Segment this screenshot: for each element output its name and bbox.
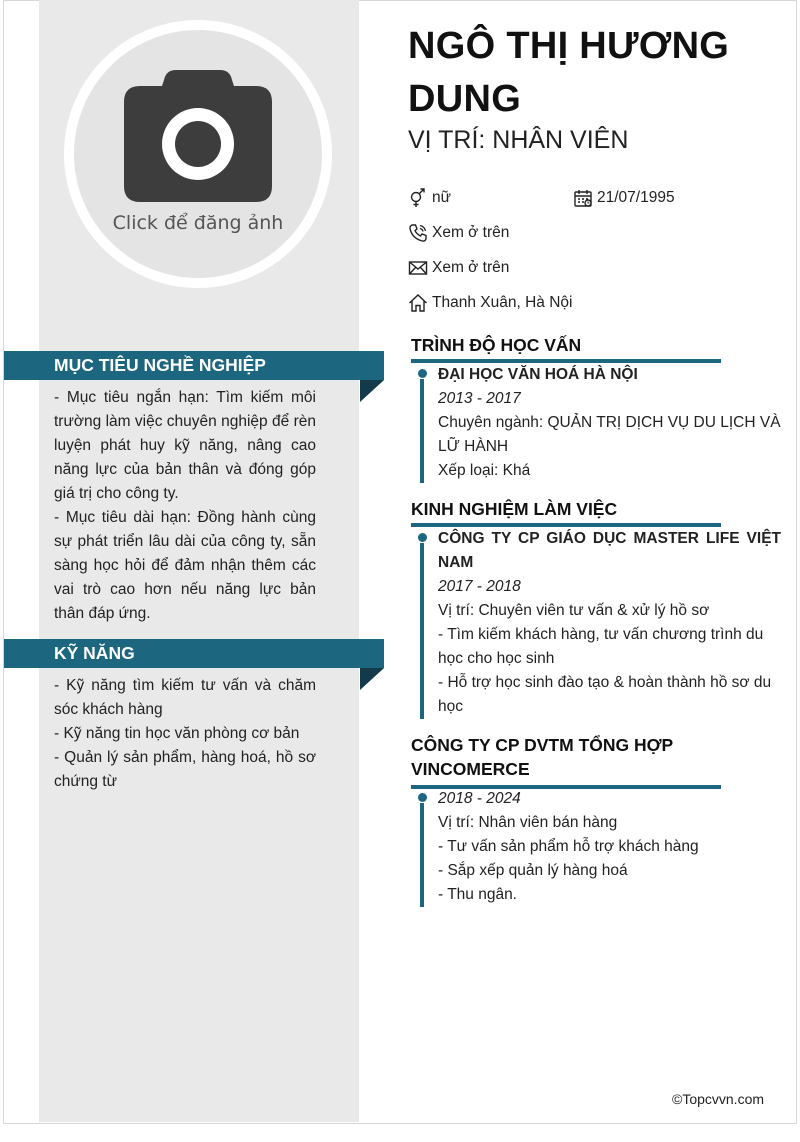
avatar-upload[interactable] [64,20,332,288]
job-task: - Sắp xếp quản lý hàng hoá [438,862,628,879]
timeline-line [420,379,424,483]
skill-item: - Kỹ năng tìm kiếm tư vấn và chăm sóc khách hàng [54,677,316,718]
objective-ribbon-fold [360,380,384,402]
education-heading: TRÌNH ĐỘ HỌC VẤN [411,333,721,363]
job-role: Vị trí: Chuyên viên tư vấn & xử lý hồ sơ [438,602,710,619]
job-task: - Tìm kiếm khách hàng, tư vấn chương trình du học cho học sinh [438,626,764,667]
copyright-footer: ©Topcvvn.com [672,1091,765,1107]
objective-short-term: - Mục tiêu ngắn hạn: Tìm kiếm môi trường làm việc chuyên nghiệp để rèn luyện phát huy kỹ năng, nâng cao năng lực của bản thân và đóng góp giá trị cho công ty. [54,389,316,502]
phone-value: Xem ở trên [432,224,510,241]
education-major: Chuyên ngành: QUẢN TRỊ DỊCH VỤ DU LỊCH VÀ LỮ HÀNH [438,414,781,455]
gender-value: nữ [432,189,451,206]
skills-heading: KỸ NĂNG [4,639,384,668]
timeline-line [420,543,424,719]
skills-text [54,674,316,794]
address-info [408,293,572,313]
email-info [408,258,509,278]
objective-text [54,386,316,626]
company-name: CÔNG TY CP GIÁO DỤC MASTER LIFE VIỆT NAM [438,530,781,571]
skill-item: - Quản lý sản phẩm, hàng hoá, hồ sơ chứng từ [54,749,316,790]
birthdate-info [573,188,675,208]
home-icon [408,293,428,313]
skills-ribbon-fold [360,668,384,690]
experience-entry-1 [411,527,781,719]
education-period: 2013 - 2017 [438,390,521,407]
timeline-line [420,803,424,907]
objective-long-term: - Mục tiêu dài hạn: Đồng hành cùng sự phát triển lâu dài của công ty, sẵn sàng học hỏi để đảm nhận thêm các vai trò cao hơn nếu năng lực bản thân đáp ứng. [54,509,316,622]
gender-icon [408,188,428,208]
avatar-caption: Click để đăng ảnh [112,212,284,234]
company-2-heading: CÔNG TY CP DVTM TỔNG HỢP VINCOMERCE [411,733,721,789]
full-name: NGÔ THỊ HƯƠNG DUNG [408,25,730,120]
job-task: - Thu ngân. [438,886,517,903]
school-name: ĐẠI HỌC VĂN HOÁ HÀ NỘI [438,366,638,383]
timeline-bullet [418,369,427,378]
experience-heading: KINH NGHIỆM LÀM VIỆC [411,497,721,527]
job-role: Vị trí: Nhân viên bán hàng [438,814,618,831]
position-title: VỊ TRÍ: NHÂN VIÊN [408,126,629,154]
job-task: - Tư vấn sản phẩm hỗ trợ khách hàng [438,838,699,855]
address-value: Thanh Xuân, Hà Nội [432,294,573,311]
phone-info [408,223,509,243]
birthdate-value: 21/07/1995 [597,189,675,206]
gender-info [408,188,451,208]
timeline-bullet [418,533,427,542]
job-period: 2018 - 2024 [438,790,521,807]
education-grade: Xếp loại: Khá [438,462,531,479]
objective-heading: MỤC TIÊU NGHỀ NGHIỆP [4,351,384,380]
education-entry [411,363,781,483]
timeline-bullet [418,793,427,802]
calendar-icon [573,188,593,208]
email-icon [408,258,428,278]
camera-icon [124,68,272,204]
skill-item: - Kỹ năng tin học văn phòng cơ bản [54,725,300,742]
experience-entry-2 [411,787,781,907]
email-value: Xem ở trên [432,259,510,276]
phone-icon [408,223,428,243]
job-task: - Hỗ trợ học sinh đào tạo & hoàn thành hồ sơ du học [438,674,772,715]
job-period: 2017 - 2018 [438,578,521,595]
